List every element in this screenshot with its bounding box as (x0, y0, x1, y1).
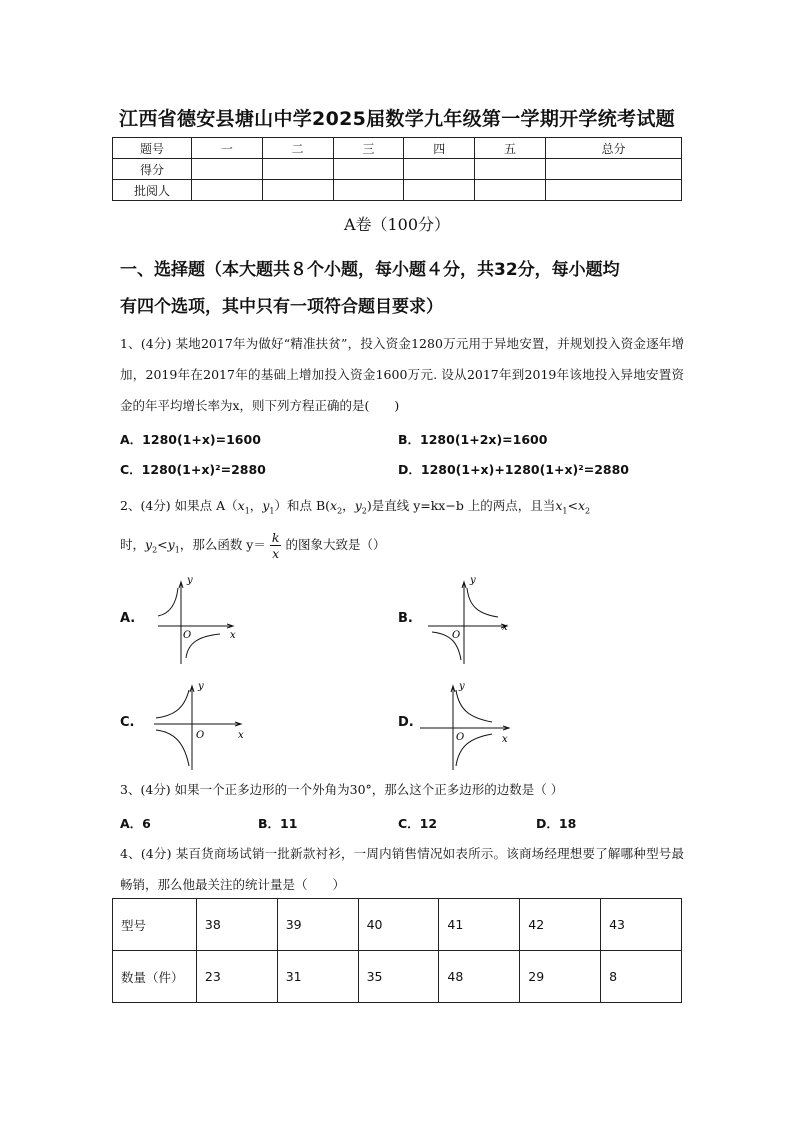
score-header-cell: 二 (262, 138, 333, 159)
q2-y2-sub: 2 (361, 506, 367, 516)
q2-graph-b[interactable] (424, 576, 514, 666)
score-cell[interactable] (333, 159, 404, 180)
score-table-row (113, 159, 682, 180)
exam-title: 江西省德安县塘山中学2025届数学九年级第一学期开学统考试题 (119, 108, 675, 130)
q4-sales-table (112, 898, 682, 1003)
score-cell[interactable] (545, 159, 681, 180)
question-3-text: 3、(4分) 如果一个正多边形的一个外角为30°，那么这个正多边形的边数是（ ） (120, 782, 564, 797)
q2-tail2: 的图象大致是（） (285, 537, 386, 552)
score-row-label: 批阅人 (113, 180, 192, 201)
q2-fraction (270, 530, 282, 561)
score-header-cell: 总分 (545, 138, 681, 159)
q2-graph-c[interactable] (150, 680, 246, 772)
q2-graph-a[interactable] (150, 576, 240, 666)
q2-option-b-label[interactable]: B. (398, 611, 413, 626)
q2-x1-sub: 1 (244, 506, 250, 516)
score-table-header-row (113, 138, 682, 159)
hyperbola-branch-upper (467, 588, 498, 617)
q2-option-d-label[interactable]: D. (398, 715, 414, 730)
score-header-cell: 五 (475, 138, 546, 159)
score-cell[interactable] (545, 180, 681, 201)
axis-x-label: x (230, 630, 236, 641)
q2-cond-b-sub: 2 (585, 506, 591, 516)
q2-prefix: 2、(4分) 如果点 A（ (120, 498, 238, 513)
q2-frac-num: k (271, 530, 280, 545)
score-cell[interactable] (262, 159, 333, 180)
question-2-line2 (120, 528, 684, 568)
q2-comma: ， (342, 498, 355, 513)
axis-x-label: x (238, 730, 244, 741)
table-cell: 23 (196, 951, 277, 1003)
row-label: 数量（件） (113, 951, 197, 1003)
origin-label: O (196, 730, 205, 741)
table-cell: 48 (439, 951, 520, 1003)
score-header-cell: 一 (192, 138, 263, 159)
q2-x1: x (237, 498, 245, 513)
score-cell[interactable] (262, 180, 333, 201)
table-cell: 35 (358, 951, 439, 1003)
section-heading-line2: 有四个选项，其中只有一项符合题目要求） (120, 297, 443, 317)
q2-func-text: ，那么函数 y＝ (179, 537, 266, 552)
q2-line2-prefix: 时， (120, 537, 146, 552)
score-table (112, 137, 682, 201)
q2-y2b-sub: 2 (152, 545, 158, 555)
table-cell: 39 (277, 899, 358, 951)
q3-option-c[interactable]: C．12 (398, 816, 438, 831)
question-4-text: 4、(4分) 某百货商场试销一批新款衬衫，一周内销售情况如表所示。该商场经理想要了解哪种型号最畅销，那么他最关注的统计量是（ ） (120, 846, 684, 892)
row-label: 型号 (113, 899, 197, 951)
hyperbola-branch-upper (158, 588, 178, 616)
score-table-row (113, 180, 682, 201)
section-heading-line1: 一、选择题（本大题共８个小题，每小题４分，共32分，每小题均 (120, 260, 620, 280)
score-cell[interactable] (475, 159, 546, 180)
q2-cond-lt: < (567, 498, 578, 513)
hyperbola-branch-upper (456, 690, 492, 722)
q2-mid: ）和点 B( (274, 498, 331, 513)
origin-label: O (183, 630, 192, 641)
table-cell: 8 (601, 951, 682, 1003)
score-cell[interactable] (192, 180, 263, 201)
origin-label: O (456, 732, 465, 743)
q2-y2b: y (145, 537, 153, 552)
axis-y-label: y (187, 576, 193, 586)
q2-x2-sub: 2 (337, 506, 343, 516)
table-row (113, 951, 682, 1003)
q2-graph-d[interactable] (418, 680, 514, 772)
score-header-cell: 三 (333, 138, 404, 159)
axis-x-label: x (502, 734, 508, 745)
q2-option-a-label[interactable]: A. (120, 611, 136, 626)
table-row (113, 899, 682, 951)
q2-tail: )是直线 y=kx−b 上的两点，且当 (366, 498, 556, 513)
axis-x-label: x (502, 622, 508, 633)
q2-x2: x (330, 498, 338, 513)
table-cell: 40 (358, 899, 439, 951)
q1-option-b[interactable]: B．1280(1+2x)=1600 (398, 432, 548, 447)
q3-option-d[interactable]: D．18 (536, 816, 577, 831)
q2-comma: ， (249, 498, 263, 513)
axis-y-label: y (459, 681, 465, 692)
q2-cond-a: x (555, 498, 563, 513)
score-cell[interactable] (404, 180, 475, 201)
score-header-cell: 四 (404, 138, 475, 159)
score-cell[interactable] (192, 159, 263, 180)
table-cell: 43 (601, 899, 682, 951)
hyperbola-branch-lower (156, 730, 189, 766)
score-header-cell: 题号 (113, 138, 192, 159)
score-cell[interactable] (404, 159, 475, 180)
axis-y-label: y (198, 681, 204, 692)
score-cell[interactable] (333, 180, 404, 201)
question-2-line1 (120, 490, 684, 527)
q1-option-d[interactable]: D．1280(1+x)+1280(1+x)²=2880 (398, 462, 629, 477)
table-cell: 31 (277, 951, 358, 1003)
q1-option-c[interactable]: C．1280(1+x)²=2880 (120, 462, 266, 477)
q2-cond-a-sub: 1 (562, 506, 568, 516)
q3-option-a[interactable]: A．6 (120, 816, 151, 831)
origin-label: O (452, 630, 461, 641)
q2-y1: y (262, 498, 270, 513)
score-row-label: 得分 (113, 159, 192, 180)
table-cell: 38 (196, 899, 277, 951)
q2-option-c-label[interactable]: C. (120, 715, 135, 730)
q2-y1b-sub: 1 (174, 545, 180, 555)
q2-lt: < (157, 537, 168, 552)
table-cell: 42 (520, 899, 601, 951)
q3-option-b[interactable]: B．11 (258, 816, 298, 831)
hyperbola-branch-upper (156, 690, 189, 718)
q2-cond-b: x (577, 498, 586, 513)
volume-heading: A卷（100分） (343, 215, 451, 234)
q2-y2: y (354, 498, 362, 513)
score-cell[interactable] (475, 180, 546, 201)
table-cell: 29 (520, 951, 601, 1003)
q2-frac-den: x (272, 546, 280, 561)
q2-y1b: y (167, 537, 175, 552)
table-cell: 41 (439, 899, 520, 951)
q2-y1-sub: 1 (269, 506, 275, 516)
question-1-text: 1、(4分) 某地2017年为做好“精准扶贫”，投入资金1280万元用于异地安置，并规划投入资金逐年增加，2019年在2017年的基础上增加投入资金1600万元. 设从2017年到2019年该地投入异地安置资金的年平均增长率为x，则下列方程正确的是( ) (120, 336, 684, 413)
q1-option-a[interactable]: A．1280(1+x)=1600 (120, 432, 261, 447)
axis-y-label: y (470, 576, 476, 586)
